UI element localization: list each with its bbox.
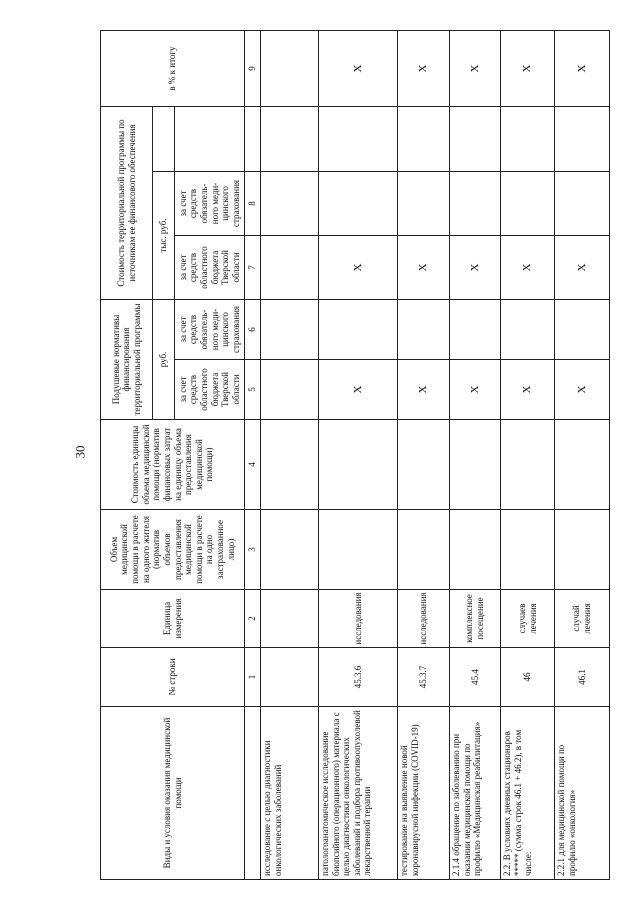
row-pct — [261, 30, 319, 106]
row-norm-oms — [319, 299, 398, 359]
row-cost-oms — [261, 171, 319, 235]
header-pct: в % к итогу — [100, 30, 245, 106]
header-line-no: № строки — [100, 647, 245, 706]
header-src-regional-norm: за счет средств областного бюджета Тверской области — [175, 359, 245, 419]
row-unit: случаев лечения — [501, 589, 555, 647]
row-cost-empty — [555, 106, 610, 171]
row-volume — [398, 509, 450, 589]
row-norm-regional: X — [555, 359, 610, 419]
header-thousand-rub-spacer — [153, 106, 175, 171]
row-norm-oms — [398, 299, 450, 359]
col-number: 6 — [245, 299, 261, 359]
row-cost-empty — [398, 106, 450, 171]
header-thousand-rub: тыс. руб. — [153, 171, 175, 299]
row-norm-regional — [261, 359, 319, 419]
row-label: тестирование на выявление новой коронавирусной инфекции (COVID-19) — [398, 706, 450, 880]
cost-table — [100, 30, 610, 880]
row-unit: случай лечения — [555, 589, 610, 647]
row-norm-oms — [555, 299, 610, 359]
header-src-oms-cost: за счет средств обязатель-ного меди-цинского страхования — [175, 171, 245, 235]
row-cost-empty — [450, 106, 501, 171]
row-label: 2.2.1 для медицинской помощи по профилю «онкология» — [555, 706, 610, 880]
header-src-oms-norm: за счет средств обязатель-ного меди-цинского страхования — [175, 299, 245, 359]
row-cost-regional: X — [319, 235, 398, 299]
row-pct: X — [319, 30, 398, 106]
row-volume — [501, 509, 555, 589]
row-line-no: 45.3.7 — [398, 647, 450, 706]
page-number: 30 — [72, 445, 87, 459]
row-cost-regional — [261, 235, 319, 299]
row-volume — [319, 509, 398, 589]
row-norm-oms — [450, 299, 501, 359]
row-volume — [555, 509, 610, 589]
col-number-blank — [245, 106, 261, 171]
row-unit: исследования — [398, 589, 450, 647]
row-label: 2.2. В условиях дневных стационаров ***** (сумма строк 46.1 + 46.2), в том числе: — [501, 706, 555, 880]
row-unit: комплексное посещение — [450, 589, 501, 647]
row-volume — [261, 509, 319, 589]
row-label: исследование с целью диагностики онкологических заболеваний — [261, 706, 319, 880]
row-cost — [555, 419, 610, 509]
col-number: 5 — [245, 359, 261, 419]
row-cost-oms — [319, 171, 398, 235]
col-number: 3 — [245, 509, 261, 589]
cost-table-grid — [100, 30, 610, 880]
row-norm-regional: X — [319, 359, 398, 419]
row-cost-oms — [555, 171, 610, 235]
row-label: патологоанатомическое исследование биопсийного (операционного) материала с целью диагностики онкологических заболеваний и подбора противоопухолевой лекарственной терапии — [319, 706, 398, 880]
col-number: 7 — [245, 235, 261, 299]
header-rub: руб. — [153, 299, 175, 419]
row-line-no: 46 — [501, 647, 555, 706]
row-line-no: 45.4 — [450, 647, 501, 706]
row-norm-oms — [501, 299, 555, 359]
row-norm-regional: X — [398, 359, 450, 419]
col-number: 4 — [245, 419, 261, 509]
header-unit: Единица измерения — [100, 589, 245, 647]
row-cost-oms — [501, 171, 555, 235]
row-pct: X — [555, 30, 610, 106]
row-norm-regional: X — [501, 359, 555, 419]
header-cost-group: Стоимость территориальной программы по источникам ее финансового обеспечения — [100, 106, 153, 299]
header-src-regional-cost: за счет средств областного бюджета Тверской области — [175, 235, 245, 299]
row-line-no — [261, 647, 319, 706]
row-unit: исследования — [319, 589, 398, 647]
col-number: 2 — [245, 589, 261, 647]
row-cost-empty — [261, 106, 319, 171]
header-normatives-group: Подушевые нормативы финансирования территориальной программы — [100, 299, 153, 419]
row-cost — [501, 419, 555, 509]
header-cost: Стоимость единицы объема медицинской помощи (норматив финансовых затрат на единицу объема предоставления медицинской помощи) — [100, 419, 245, 509]
row-pct: X — [450, 30, 501, 106]
row-cost — [261, 419, 319, 509]
row-pct: X — [398, 30, 450, 106]
row-cost-empty — [319, 106, 398, 171]
row-cost — [319, 419, 398, 509]
row-cost — [450, 419, 501, 509]
row-volume — [450, 509, 501, 589]
header-volume: Объем медицинской помощи в расчете на одного жителя (норматив объемов предоставления медицинской помощи в расчете на одно застрахованное лицо) — [100, 509, 245, 589]
row-unit — [261, 589, 319, 647]
header-type: Виды и условия оказания медицинской помощи — [100, 706, 245, 880]
row-cost-oms — [398, 171, 450, 235]
row-cost-oms — [450, 171, 501, 235]
row-cost-regional: X — [398, 235, 450, 299]
col-number: 8 — [245, 171, 261, 235]
row-norm-regional: X — [450, 359, 501, 419]
row-norm-oms — [261, 299, 319, 359]
row-cost-regional: X — [501, 235, 555, 299]
row-cost-regional: X — [555, 235, 610, 299]
row-cost — [398, 419, 450, 509]
row-line-no: 46.1 — [555, 647, 610, 706]
col-number: 1 — [245, 647, 261, 706]
col-number: 9 — [245, 30, 261, 106]
row-label: 2.1.4 обращение по заболеванию при оказании медицинской помощи по профилю «Медицинская реабилитация» — [450, 706, 501, 880]
header-empty-cost — [175, 106, 245, 171]
row-cost-empty — [501, 106, 555, 171]
row-line-no: 45.3.6 — [319, 647, 398, 706]
row-pct: X — [501, 30, 555, 106]
col-number-blank — [245, 706, 261, 880]
row-cost-regional: X — [450, 235, 501, 299]
